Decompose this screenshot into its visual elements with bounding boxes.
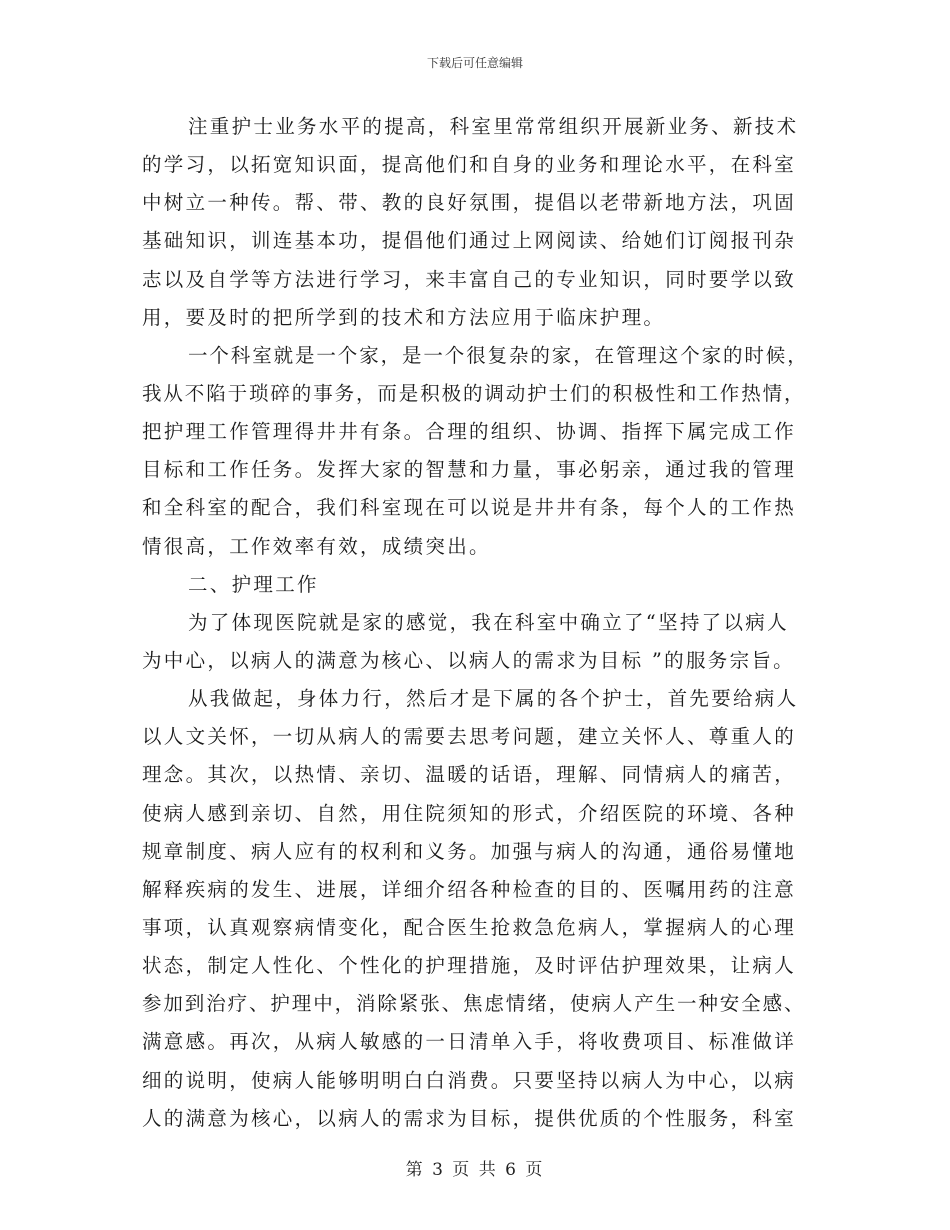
text-line: 把护理工作管理得井井有条。合理的组织、协调、指挥下属完成工作 [142, 420, 797, 444]
text-line: 和全科室的配合，我们科室现在可以说是井井有条，每个人的工作热 [142, 496, 797, 520]
text-line: 规章制度、病人应有的权利和义务。加强与病人的沟通，通俗易懂地 [142, 839, 797, 863]
paragraph-first-line: 一个科室就是一个家，是一个很复杂的家，在管理这个家的时候， [188, 343, 809, 367]
text-line: 用，要及时的把所学到的技术和方法应用于临床护理。 [142, 305, 666, 329]
document-body [142, 108, 810, 1138]
text-line: 我从不陷于琐碎的事务，而是积极的调动护士们的积极性和工作热情， [142, 381, 806, 405]
text-line: 参加到治疗、护理中，消除紧张、焦虑情绪，使病人产生一种安全感、 [142, 992, 806, 1016]
text-line: 细的说明，使病人能够明明白白消费。只要坚持以病人为中心，以病 [142, 1068, 797, 1092]
text-line: 志以及自学等方法进行学习，来丰富自己的专业知识，同时要学以致 [142, 267, 797, 291]
paragraph-first-line: 注重护士业务水平的提高，科室里常常组织开展新业务、新技术 [188, 115, 799, 138]
text-line: 基础知识，训连基本功，提倡他们通过上网阅读、给她们订阅报刊杂 [142, 229, 797, 253]
text-line: 满意感。再次，从病人敏感的一日清单入手，将收费项目、标准做详 [142, 1030, 797, 1054]
text-line: 以人文关怀，一切从病人的需要去思考问题，建立关怀人、尊重人的 [142, 725, 797, 749]
paragraph-first-line: 为了体现医院就是家的感觉，我在科室中确立了“坚持了以病人 [188, 610, 789, 634]
text-line: 解释疾病的发生、进展，详细介绍各种检查的目的、医嘱用药的注意 [142, 877, 797, 901]
text-line: 目标和工作任务。发挥大家的智慧和力量，事必躬亲，通过我的管理 [142, 458, 797, 482]
page-footer: 第 3 页 共 6 页 [405, 1160, 545, 1180]
paragraph-first-line: 二、护理工作 [188, 572, 319, 596]
text-line: 使病人感到亲切、自然，用住院须知的形式，介绍医院的环境、各种 [142, 801, 797, 825]
text-line: 理念。其次，以热情、亲切、温暖的话语，理解、同情病人的痛苦， [142, 763, 797, 787]
text-line: 事项，认真观察病情变化，配合医生抢救急危病人，掌握病人的心理 [142, 915, 797, 939]
text-line: 状态，制定人性化、个性化的护理措施，及时评估护理效果，让病人 [142, 954, 797, 978]
text-line: 中树立一种传。帮、带、教的良好氛围，提倡以老带新地方法，巩固 [142, 191, 797, 215]
paragraph-first-line: 从我做起，身体力行，然后才是下属的各个护士，首先要给病人 [188, 687, 799, 711]
text-line: 为中心，以病人的满意为核心、以病人的需求为目标 ”的服务宗旨。 [142, 648, 795, 672]
text-line: 人的满意为核心，以病人的需求为目标，提供优质的个性服务，科室 [142, 1106, 797, 1130]
text-line: 情很高，工作效率有效，成绩突出。 [142, 534, 491, 558]
text-line: 的学习，以拓宽知识面，提高他们和自身的业务和理论水平，在科室 [142, 153, 797, 177]
page-header: 下载后可任意编辑 [426, 56, 523, 70]
